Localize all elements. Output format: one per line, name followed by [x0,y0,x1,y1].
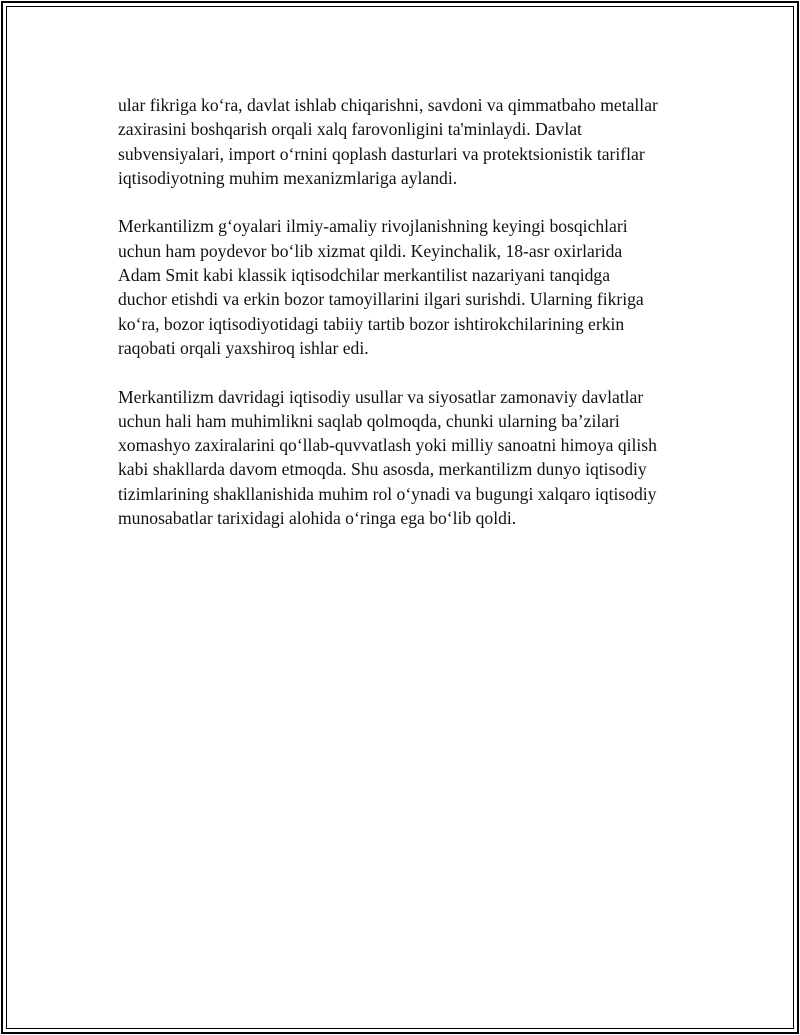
text-line: zaxirasini boshqarish orqali xalq farovonligini ta'minlaydi. Davlat [118,119,582,140]
text-line: subvensiyalari, import o‘rnini qoplash dasturlari va protektsionistik tariflar [118,143,645,164]
text-line: ular fikriga ko‘ra, davlat ishlab chiqarishni, savdoni va qimmatbaho metallar [118,95,658,115]
text-line: Merkantilizm g‘oyalari ilmiy-amaliy rivojlanishning keyingi bosqichlari [118,216,628,237]
text-line: ko‘ra, bozor iqtisodiyotidagi tabiiy tartib bozor ishtirokchilarining erkin [118,313,625,334]
paragraph-1 [118,93,698,190]
text-line: iqtisodiyotning muhim mexanizmlariga aylandi. [118,167,458,188]
text-line: duchor etishdi va erkin bozor tamoyillarini ilgari surishdi. Ularning fikriga [118,289,644,310]
paragraph-3 [118,385,698,531]
document-body [118,93,698,555]
text-line: Merkantilizm davridagi iqtisodiy usullar va siyosatlar zamonaviy davlatlar [118,386,644,407]
text-line: xomashyo zaxiralarini qo‘llab-quvvatlash yoki milliy sanoatni himoya qilish [118,435,657,456]
text-line: kabi shakllarda davom etmoqda. Shu asosda, merkantilizm dunyo iqtisodiy [118,459,647,480]
text-line: uchun hali ham muhimlikni saqlab qolmoqda, chunki ularning ba’zilari [118,410,620,431]
text-line: tizimlarining shakllanishida muhim rol o‘ynadi va bugungi xalqaro iqtisodiy [118,483,657,504]
paragraph-2 [118,214,698,360]
text-line: raqobati orqali yaxshiroq ishlar edi. [118,337,369,358]
text-line: munosabatlar tarixidagi alohida o‘ringa ega bo‘lib qoldi. [118,508,517,529]
text-line: uchun ham poydevor bo‘lib xizmat qildi. Keyinchalik, 18-asr oxirlarida [118,240,623,261]
text-line: Adam Smit kabi klassik iqtisodchilar merkantilist nazariyani tanqidga [118,265,611,286]
